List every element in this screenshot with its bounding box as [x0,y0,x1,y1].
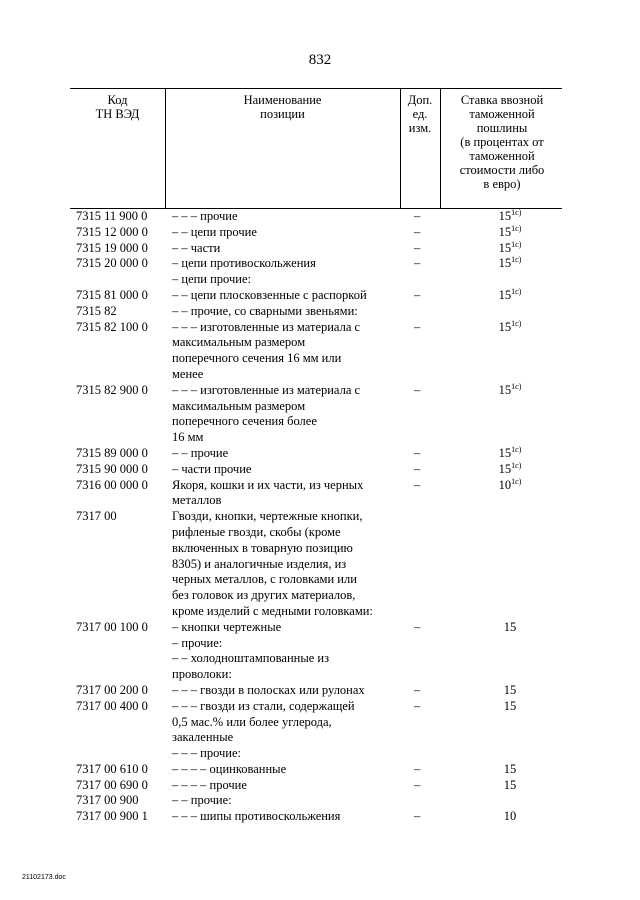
description-cell [172,304,402,320]
description-cell [172,320,402,383]
code-cell: 7315 81 000 0 [76,287,148,302]
table-row [0,699,640,746]
description-cell [172,225,402,241]
code-cell: 7315 89 000 0 [76,445,148,460]
code-cell: 7317 00 400 0 [76,698,148,713]
rate-footnote: 1с) [511,381,522,391]
header-rate-line: пошлины [476,121,528,135]
description-cell [172,636,402,652]
header-unit-line: Доп. [407,93,433,107]
unit-cell: – [414,777,421,792]
description-line: поперечного сечения более [172,414,317,429]
rate-value: 15 [498,256,512,271]
description-line: рифленые гвозди, скобы (кроме [172,524,341,539]
rate-cell [470,256,550,272]
description-cell [172,209,402,225]
description-cell [172,683,402,699]
description-line: – кнопки чертежные [172,619,282,634]
unit-cell: – [414,382,421,397]
description-cell [172,509,402,620]
code-cell: 7315 82 [76,303,117,318]
rate-cell [470,209,550,225]
rate-value: 15 [498,445,512,460]
unit-cell: – [414,445,421,460]
description-cell [172,620,402,636]
table-row [0,241,640,257]
rate-cell [470,225,550,241]
unit-cell: – [414,256,421,271]
rate-value: 15 [503,619,517,634]
code-cell: 7315 19 000 0 [76,240,148,255]
rate-cell [470,241,550,257]
unit-cell: – [414,209,421,223]
header-code-line: ТН ВЭД [95,107,140,121]
description-cell [172,446,402,462]
rate-cell [470,383,550,399]
code-cell: 7317 00 200 0 [76,682,148,697]
table-row [0,636,640,652]
header-code-line: Код [107,93,128,107]
rate-value: 15 [498,287,512,302]
table-row [0,288,640,304]
unit-cell: – [414,461,421,476]
description-cell [172,762,402,778]
rate-cell [470,288,550,304]
description-line: металлов [172,493,222,508]
description-line: менее [172,366,204,381]
description-line: – – части [172,240,221,255]
rate-footnote: 1с) [511,239,522,249]
code-cell: 7317 00 690 0 [76,777,148,792]
description-cell [172,383,402,446]
description-line: – – цепи плосковзенные с распоркой [172,287,367,302]
code-cell: 7315 82 100 0 [76,319,148,334]
code-cell: 7317 00 [76,509,117,524]
unit-cell: – [414,698,421,713]
table-row [0,683,640,699]
table-row [0,746,640,762]
rate-cell [470,620,550,636]
table-row [0,225,640,241]
code-cell: 7315 90 000 0 [76,461,148,476]
description-line: – – – – прочие [172,777,247,792]
rate-cell [470,762,550,778]
rate-cell [470,683,550,699]
unit-cell: – [414,761,421,776]
description-cell [172,241,402,257]
description-line: – – – прочие [172,209,238,223]
description-line: – – цепи прочие [172,224,257,239]
description-line: черных металлов, с головками или [172,572,357,587]
rate-value: 15 [503,761,517,776]
description-line: – – холодноштампованные из [172,651,330,666]
table-row [0,762,640,778]
header-name-line: Наименование [243,93,322,107]
header-unit-line: изм. [408,121,432,135]
code-cell: 7316 00 000 0 [76,477,148,492]
header-rate [440,93,564,191]
header-name [165,93,400,121]
rate-value: 15 [498,319,512,334]
description-cell [172,288,402,304]
unit-cell: – [414,287,421,302]
description-line: Гвозди, кнопки, чертежные кнопки, [172,509,363,524]
code-cell: 7317 00 900 [76,793,139,808]
description-line: максимальным размером [172,398,306,413]
table-row [0,304,640,320]
description-cell [172,699,402,746]
rate-footnote: 1с) [511,476,522,486]
rate-footnote: 1с) [511,460,522,470]
rate-value: 15 [503,777,517,792]
table-row [0,446,640,462]
header-name-line: позиции [260,107,305,121]
description-line: – – – гвозди из стали, содержащей [172,698,355,713]
description-line: – – – гвозди в полосках или рулонах [172,682,365,697]
rate-cell [470,462,550,478]
table-row [0,272,640,288]
rate-value: 10 [503,809,517,824]
description-cell [172,746,402,762]
rate-footnote: 1с) [511,208,522,217]
description-line: – – прочие: [172,793,232,808]
header-unit [400,93,440,135]
description-line: без головок из других материалов, [172,588,356,603]
description-line: максимальным размером [172,335,306,350]
description-line: 16 мм [172,430,204,445]
header-rate-line: таможенной [469,107,535,121]
description-cell [172,256,402,272]
table-row [0,320,640,383]
description-line: Якоря, кошки и их части, из черных [172,477,364,492]
description-line: – – – – оцинкованные [172,761,287,776]
unit-cell: – [414,682,421,697]
table-row [0,793,640,809]
header-unit-line: ед. [412,107,428,121]
description-cell [172,651,402,683]
code-cell: 7317 00 610 0 [76,761,148,776]
rate-cell [470,699,550,715]
unit-cell: – [414,619,421,634]
table-row [0,209,640,225]
description-line: – цепи прочие: [172,272,251,287]
table-row [0,620,640,636]
code-cell: 7315 11 900 0 [76,209,148,223]
table-row [0,509,640,620]
rate-footnote: 1с) [511,318,522,328]
header-rate-line: стоимости либо [459,163,545,177]
rate-cell [470,446,550,462]
header-rate-line: в евро) [483,177,521,191]
unit-cell: – [414,224,421,239]
rate-footnote: 1с) [511,223,522,233]
rate-cell [470,320,550,336]
rate-footnote: 1с) [511,286,522,296]
code-cell: 7315 12 000 0 [76,224,148,239]
table-row [0,478,640,510]
table-row [0,256,640,272]
code-cell: 7315 82 900 0 [76,382,148,397]
table-top-rule [70,88,562,89]
description-line: – – – шипы противоскольжения [172,809,341,824]
rate-footnote: 1с) [511,255,522,265]
rate-footnote: 1с) [511,444,522,454]
description-line: кроме изделий с медными головками: [172,603,373,618]
description-line: проволоки: [172,667,232,682]
description-cell [172,462,402,478]
description-line: – – – изготовленные из материала с [172,319,361,334]
table-row [0,383,640,446]
rate-value: 15 [498,209,512,223]
description-cell [172,809,402,825]
description-line: включенных в товарную позицию [172,540,353,555]
description-line: – – прочие, со сварными звеньями: [172,303,358,318]
description-line: 0,5 мас.% или более углерода, [172,714,332,729]
description-cell [172,778,402,794]
rate-value: 15 [498,224,512,239]
table-row [0,462,640,478]
rate-cell [470,809,550,825]
description-line: 8305) и аналогичные изделия, из [172,556,347,571]
description-line: – – прочие [172,445,229,460]
page-number: 832 [308,52,332,68]
tariff-table-body [0,209,640,825]
description-line: – прочие: [172,635,223,650]
description-line: закаленные [172,730,234,745]
rate-value: 15 [498,240,512,255]
unit-cell: – [414,477,421,492]
rate-value: 15 [503,698,517,713]
unit-cell: – [414,809,421,824]
table-row [0,651,640,683]
header-rate-line: Ставка ввозной [460,93,544,107]
description-cell [172,272,402,288]
rate-value: 15 [498,461,512,476]
description-line: – – – изготовленные из материала с [172,382,361,397]
header-code [70,93,165,121]
code-cell: 7315 20 000 0 [76,256,148,271]
description-line: – цепи противоскольжения [172,256,316,271]
header-rate-line: (в процентах от [460,135,544,149]
rate-value: 10 [498,477,512,492]
code-cell: 7317 00 100 0 [76,619,148,634]
rate-cell [470,478,550,494]
description-line: поперечного сечения 16 мм или [172,351,342,366]
rate-value: 15 [503,682,517,697]
description-cell [172,478,402,510]
description-line: – – – прочие: [172,746,241,761]
header-rate-line: таможенной [469,149,535,163]
table-row [0,809,640,825]
description-cell [172,793,402,809]
table-row [0,778,640,794]
code-cell: 7317 00 900 1 [76,809,148,824]
unit-cell: – [414,319,421,334]
unit-cell: – [414,240,421,255]
footer-filename: 21102173.doc [22,874,66,881]
description-line: – части прочие [172,461,252,476]
rate-cell [470,778,550,794]
rate-value: 15 [498,382,512,397]
